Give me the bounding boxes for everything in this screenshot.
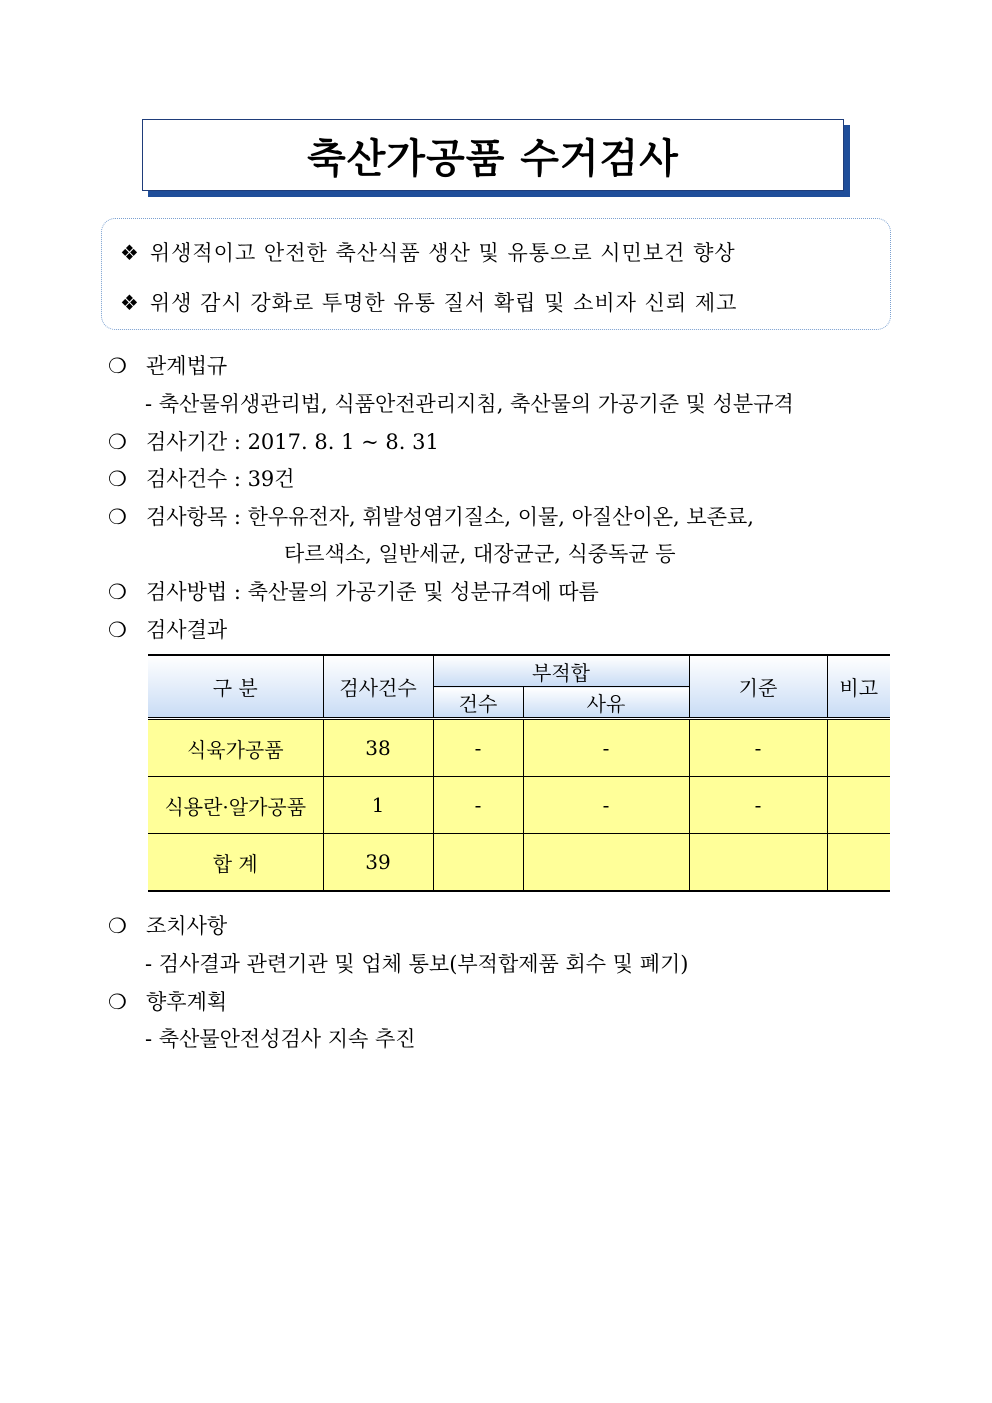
method-text: 검사방법 : 축산물의 가공기준 및 성분규격에 따름 — [146, 580, 599, 604]
items-text-1: 검사항목 : 한우유전자, 휘발성염기질소, 이물, 아질산이온, 보존료, — [146, 505, 754, 529]
title-box — [142, 119, 844, 191]
table-row — [148, 777, 890, 834]
cell-note — [827, 834, 890, 892]
cell-nc-count — [433, 834, 523, 892]
cell-standard: - — [689, 719, 827, 777]
cell-standard — [689, 834, 827, 892]
section-law — [108, 350, 227, 380]
circle-bullet-icon: ❍ — [108, 505, 127, 529]
header-nonconform: 부적합 — [433, 655, 689, 687]
summary-item — [120, 237, 736, 267]
circle-bullet-icon: ❍ — [108, 618, 127, 642]
count-text: 검사건수 : 39건 — [146, 467, 295, 491]
action-label: 조치사항 — [146, 914, 228, 938]
cell-note — [827, 719, 890, 777]
law-label: 관계법규 — [146, 354, 228, 378]
section-count — [108, 463, 295, 493]
circle-bullet-icon: ❍ — [108, 467, 127, 491]
circle-bullet-icon: ❍ — [108, 354, 127, 378]
cell-nc-reason: - — [523, 777, 689, 834]
action-text: - 검사결과 관련기관 및 업체 통보(부적합제품 회수 및 폐기) — [145, 952, 689, 976]
summary-text: 위생 감시 강화로 투명한 유통 질서 확립 및 소비자 신뢰 제고 — [149, 291, 738, 315]
cell-note — [827, 777, 890, 834]
result-table — [148, 654, 890, 892]
cell-nc-count: - — [433, 777, 523, 834]
circle-bullet-icon: ❍ — [108, 990, 127, 1014]
section-method — [108, 576, 599, 606]
cell-category: 합 계 — [148, 834, 323, 892]
header-nc-reason: 사유 — [523, 687, 689, 719]
section-action — [108, 910, 227, 940]
table-row — [148, 719, 890, 777]
cell-count: 38 — [323, 719, 433, 777]
cell-nc-count: - — [433, 719, 523, 777]
cell-nc-reason: - — [523, 719, 689, 777]
summary-text: 위생적이고 안전한 축산식품 생산 및 유통으로 시민보건 향상 — [149, 241, 736, 265]
cell-nc-reason — [523, 834, 689, 892]
cell-count: 1 — [323, 777, 433, 834]
section-result — [108, 614, 227, 644]
page-title: 축산가공품 수거검사 — [307, 135, 679, 182]
plan-label: 향후계획 — [146, 990, 228, 1014]
result-label: 검사결과 — [146, 618, 228, 642]
cell-standard: - — [689, 777, 827, 834]
header-count: 검사건수 — [323, 655, 433, 719]
circle-bullet-icon: ❍ — [108, 580, 127, 604]
header-note: 비고 — [827, 655, 890, 719]
law-text: - 축산물위생관리법, 식품안전관리지침, 축산물의 가공기준 및 성분규격 — [145, 392, 794, 416]
period-text: 검사기간 : 2017. 8. 1 ~ 8. 31 — [146, 430, 439, 454]
section-period — [108, 426, 439, 456]
items-text-2: 타르색소, 일반세균, 대장균군, 식중독균 등 — [284, 542, 676, 566]
cell-category: 식육가공품 — [148, 719, 323, 777]
summary-box — [101, 218, 891, 330]
circle-bullet-icon: ❍ — [108, 914, 127, 938]
circle-bullet-icon: ❍ — [108, 430, 127, 454]
header-nc-count: 건수 — [433, 687, 523, 719]
header-category: 구 분 — [148, 655, 323, 719]
plan-text: - 축산물안전성검사 지속 추진 — [145, 1027, 416, 1051]
section-plan — [108, 986, 227, 1016]
section-items — [108, 501, 754, 531]
table-row-total — [148, 834, 890, 892]
cell-category: 식용란·알가공품 — [148, 777, 323, 834]
diamond-icon: ❖ — [120, 291, 140, 315]
summary-item — [120, 287, 737, 317]
diamond-icon: ❖ — [120, 241, 140, 265]
cell-count: 39 — [323, 834, 433, 892]
header-standard: 기준 — [689, 655, 827, 719]
